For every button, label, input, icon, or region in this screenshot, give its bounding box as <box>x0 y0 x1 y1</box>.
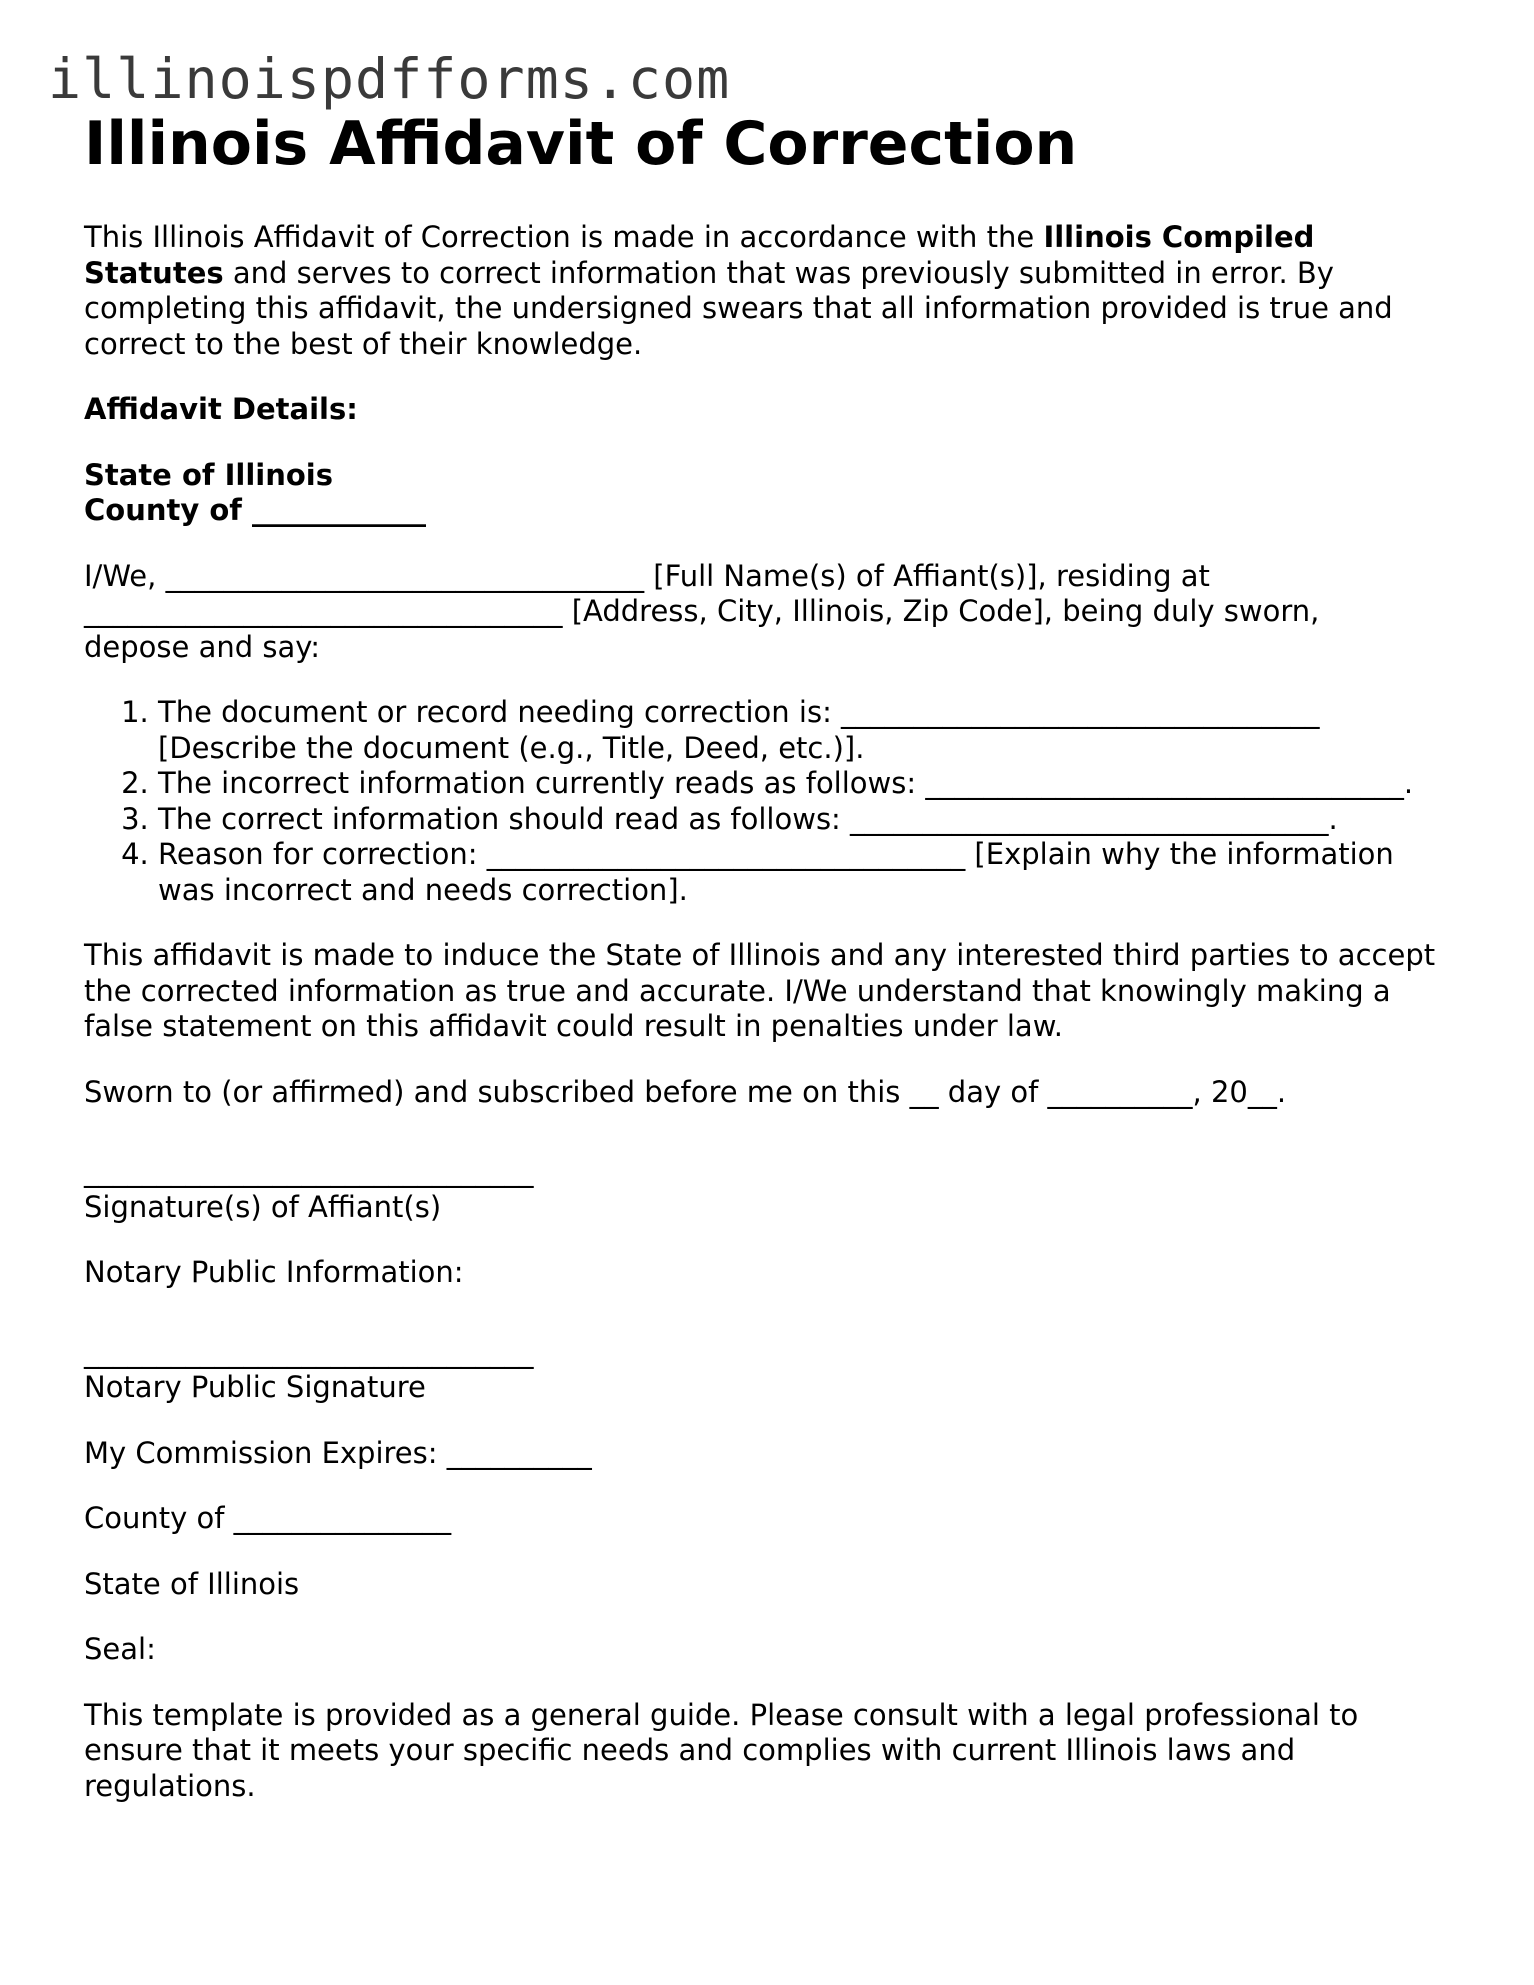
list-item: 2. The incorrect information currently reads as follows: _________________________________. <box>158 766 1444 802</box>
intro-text-1: This Illinois Affidavit of Correction is made in accordance with the <box>84 220 1044 254</box>
intro-paragraph <box>84 220 1444 362</box>
county-line: County of ____________ <box>84 493 426 527</box>
state-line: State of Illinois <box>84 457 333 492</box>
venue-block <box>84 458 1444 529</box>
list-item: 3. The correct information should read as follows: _________________________________. <box>158 802 1444 838</box>
notary-signature-block <box>84 1335 1444 1406</box>
list-item: 4. Reason for correction: _________________________________ [Explain why the information was incorrect and needs correction]. <box>158 837 1444 908</box>
notary-info-heading: Notary Public Information: <box>84 1255 464 1289</box>
notary-signature-line: _______________________________ <box>84 1334 534 1369</box>
watermark: illinoispdfforms.com <box>48 47 731 111</box>
commission-expires: My Commission Expires: __________ <box>84 1435 592 1470</box>
disclaimer-paragraph: This template is provided as a general guide. Please consult with a legal professional to ensure that it meets your specific needs and complies with current Illinois laws and regulations. <box>84 1697 1359 1803</box>
sworn-statement: Sworn to (or affirmed) and subscribed before me on this __ day of __________, 20__. <box>84 1074 1287 1109</box>
notary-signature-label: Notary Public Signature <box>84 1370 426 1404</box>
affiant-paragraph <box>84 559 1444 666</box>
affiant-signature-block <box>84 1154 1444 1225</box>
list-item: 1. The document or record needing correction is: _________________________________ [Describe the document (e.g., Title, Deed, etc.)]. <box>158 695 1444 766</box>
page-title: Illinois Affidavit of Correction <box>84 109 1078 179</box>
intro-statute-name: Illinois Compiled Statutes <box>84 220 1315 290</box>
correction-list <box>84 695 1444 908</box>
affiant-line-2: _________________________________ [Address, City, Illinois, Zip Code], being duly sworn, <box>84 594 1320 628</box>
affiant-signature-label: Signature(s) of Affiant(s) <box>84 1189 442 1224</box>
details-heading: Affidavit Details: <box>84 392 358 426</box>
notary-county: County of _______________ <box>84 1501 452 1535</box>
intro-text-2: and serves to correct information that was previously submitted in error. By completing this affidavit, the undersigned swears that all information provided is true and correct to the best of their knowledge. <box>84 255 1393 361</box>
affiant-line-3: depose and say: <box>84 629 321 664</box>
induce-paragraph: This affidavit is made to induce the State of Illinois and any interested third parties to accept the corrected information as true and accurate. I/We understand that knowingly making a false statement on this affidavit could result in penalties under law. <box>84 938 1436 1043</box>
seal-label: Seal: <box>84 1632 156 1666</box>
affiant-signature-line: _______________________________ <box>84 1154 534 1188</box>
notary-state: State of Illinois <box>84 1566 300 1601</box>
affiant-line-1: I/We, _________________________________ [Full Name(s) of Affiant(s)], residing at <box>84 558 1210 593</box>
document-body <box>84 220 1444 1834</box>
